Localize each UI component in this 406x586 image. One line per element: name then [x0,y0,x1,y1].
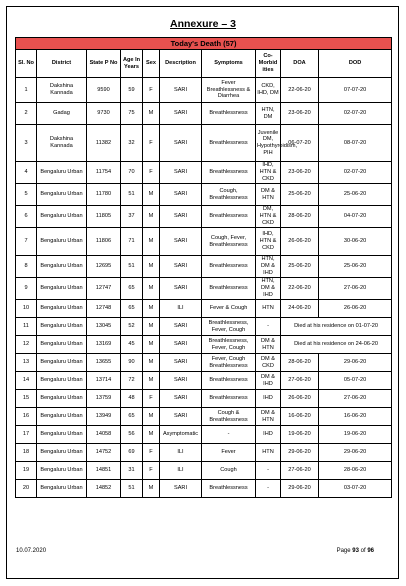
cell-district: Bengaluru Urban [37,278,87,300]
cell-doa: 28-06-20 [281,354,319,372]
cell-age: 37 [121,206,143,228]
table-row [16,444,392,462]
table-row [16,462,392,480]
cell-district: Bengaluru Urban [37,256,87,278]
cell-description: SARI [160,480,202,498]
cell-description: ILI [160,444,202,462]
cell-description: SARI [160,318,202,336]
cell-doa: 22-06-20 [281,78,319,103]
cell-description: SARI [160,103,202,125]
cell-comorbidities: DM & HTN [256,184,281,206]
cell-district: Bengaluru Urban [37,206,87,228]
cell-sex: M [143,300,160,318]
cell-sl: 20 [16,480,37,498]
cell-sex: M [143,206,160,228]
table-banner-row [16,38,392,50]
table-row [16,162,392,184]
cell-district: Bengaluru Urban [37,426,87,444]
cell-age: 71 [121,228,143,256]
cell-district: Bengaluru Urban [37,228,87,256]
deaths-table [15,37,392,498]
cell-state-p-no: 14752 [87,444,121,462]
table-row [16,408,392,426]
cell-age: 75 [121,103,143,125]
cell-sl: 4 [16,162,37,184]
cell-sl: 13 [16,354,37,372]
table-row [16,78,392,103]
cell-age: 31 [121,462,143,480]
cell-comorbidities: - [256,318,281,336]
cell-comorbidities: IHD, HTN & CKD [256,162,281,184]
cell-doa: 19-06-20 [281,426,319,444]
cell-doa: 16-06-20 [281,408,319,426]
table-row [16,228,392,256]
cell-dod: 29-06-20 [319,444,392,462]
cell-description: SARI [160,162,202,184]
cell-district: Bengaluru Urban [37,162,87,184]
table-row [16,184,392,206]
cell-symptoms: Breathlessness [202,390,256,408]
col-header-doa: DOA [281,50,319,78]
cell-state-p-no: 13949 [87,408,121,426]
cell-sex: M [143,228,160,256]
cell-symptoms: Breathlessness [202,256,256,278]
cell-doa: 06-07-20 [281,125,319,162]
cell-state-p-no: 14851 [87,462,121,480]
cell-sex: F [143,462,160,480]
table-banner: Today's Death (57) [16,38,392,50]
cell-symptoms: Breathlessness [202,480,256,498]
table-row [16,125,392,162]
cell-district: Bengaluru Urban [37,444,87,462]
cell-district: Gadag [37,103,87,125]
cell-district: Bengaluru Urban [37,390,87,408]
cell-state-p-no: 13655 [87,354,121,372]
table-row [16,300,392,318]
col-header-age: Age In Years [121,50,143,78]
cell-description: SARI [160,256,202,278]
cell-age: 69 [121,444,143,462]
cell-remark: Died at his residence on 01-07-20 [281,318,392,336]
cell-dod: 07-07-20 [319,78,392,103]
cell-dod: 03-07-20 [319,480,392,498]
cell-sl: 1 [16,78,37,103]
cell-doa: 24-06-20 [281,300,319,318]
cell-age: 51 [121,184,143,206]
cell-dod: 05-07-20 [319,372,392,390]
cell-dod: 26-06-20 [319,300,392,318]
cell-comorbidities: DM & HTN [256,408,281,426]
cell-dod: 30-06-20 [319,228,392,256]
cell-state-p-no: 13759 [87,390,121,408]
table-row [16,390,392,408]
cell-description: SARI [160,336,202,354]
cell-sex: M [143,336,160,354]
cell-state-p-no: 11780 [87,184,121,206]
cell-description: SARI [160,228,202,256]
cell-dod: 02-07-20 [319,162,392,184]
cell-sl: 6 [16,206,37,228]
cell-comorbidities: DM & IHD [256,372,281,390]
cell-doa: 27-06-20 [281,462,319,480]
cell-symptoms: Fever, Cough Breathlessness [202,354,256,372]
table-header-row [16,50,392,78]
cell-sl: 17 [16,426,37,444]
col-header-sex: Sex [143,50,160,78]
cell-age: 48 [121,390,143,408]
cell-age: 72 [121,372,143,390]
cell-state-p-no: 14058 [87,426,121,444]
cell-comorbidities: - [256,462,281,480]
cell-symptoms: Cough & Breathlessness [202,408,256,426]
cell-age: 51 [121,480,143,498]
cell-symptoms: Fever & Cough [202,300,256,318]
cell-dod: 04-07-20 [319,206,392,228]
cell-state-p-no: 13714 [87,372,121,390]
cell-district: Bengaluru Urban [37,354,87,372]
footer-date: 10.07.2020 [16,548,47,554]
cell-description: SARI [160,78,202,103]
table-row [16,318,392,336]
cell-age: 45 [121,336,143,354]
cell-district: Bengaluru Urban [37,336,87,354]
col-header-symptoms: Symptoms [202,50,256,78]
table-row [16,103,392,125]
cell-comorbidities: HTN [256,444,281,462]
cell-symptoms: Cough, Fever, Breathlessness [202,228,256,256]
cell-sl: 10 [16,300,37,318]
cell-state-p-no: 13045 [87,318,121,336]
cell-symptoms: Breathlessness [202,103,256,125]
cell-comorbidities: IHD [256,390,281,408]
cell-sex: F [143,125,160,162]
cell-comorbidities: HTN, DM & IHD [256,278,281,300]
cell-sl: 5 [16,184,37,206]
cell-comorbidities: HTN, DM & IHD [256,256,281,278]
cell-description: Asymptomatic [160,426,202,444]
cell-state-p-no: 11382 [87,125,121,162]
cell-sl: 8 [16,256,37,278]
cell-description: SARI [160,278,202,300]
cell-sl: 3 [16,125,37,162]
page-heading: Annexure – 3 [170,18,236,30]
cell-sex: M [143,184,160,206]
cell-age: 65 [121,408,143,426]
cell-sex: M [143,256,160,278]
cell-dod: 28-06-20 [319,462,392,480]
cell-sex: F [143,390,160,408]
cell-doa: 26-06-20 [281,228,319,256]
cell-state-p-no: 11754 [87,162,121,184]
cell-doa: 22-06-20 [281,278,319,300]
cell-symptoms: Fever [202,444,256,462]
cell-dod: 02-07-20 [319,103,392,125]
cell-district: Bengaluru Urban [37,480,87,498]
cell-doa: 25-06-20 [281,184,319,206]
cell-sl: 14 [16,372,37,390]
table-row [16,426,392,444]
cell-symptoms: Breathlessness [202,372,256,390]
cell-sl: 9 [16,278,37,300]
cell-state-p-no: 9590 [87,78,121,103]
cell-comorbidities: CKD, IHD, DM [256,78,281,103]
cell-dod: 29-06-20 [319,354,392,372]
cell-state-p-no: 12748 [87,300,121,318]
cell-symptoms: Breathlessness [202,125,256,162]
table-row [16,480,392,498]
cell-age: 70 [121,162,143,184]
footer-page-number: Page 93 of 96 [336,548,374,554]
table-row [16,206,392,228]
cell-district: Bengaluru Urban [37,462,87,480]
cell-district: Bengaluru Urban [37,184,87,206]
cell-symptoms: Breathlessness, Fever, Cough [202,318,256,336]
cell-dod: 27-06-20 [319,390,392,408]
col-header-dod: DOD [319,50,392,78]
cell-state-p-no: 11806 [87,228,121,256]
cell-sex: M [143,408,160,426]
col-header-description: Description [160,50,202,78]
cell-sl: 12 [16,336,37,354]
cell-comorbidities: DM, HTN & CKD [256,206,281,228]
cell-state-p-no: 11805 [87,206,121,228]
cell-age: 51 [121,256,143,278]
table-row [16,354,392,372]
cell-doa: 23-06-20 [281,162,319,184]
cell-sl: 11 [16,318,37,336]
cell-dod: 16-06-20 [319,408,392,426]
cell-description: SARI [160,372,202,390]
col-header-sl: Sl. No [16,50,37,78]
cell-sex: M [143,318,160,336]
cell-description: SARI [160,390,202,408]
col-header-district: District [37,50,87,78]
cell-sex: M [143,372,160,390]
cell-symptoms: Breathlessness, Fever, Cough [202,336,256,354]
cell-comorbidities: IHD, HTN & CKD [256,228,281,256]
cell-doa: 29-06-20 [281,480,319,498]
cell-sl: 16 [16,408,37,426]
cell-remark: Died at his residence on 24-06-20 [281,336,392,354]
cell-symptoms: Cough, Breathlessness [202,184,256,206]
cell-district: Dakshina Kannada [37,125,87,162]
cell-dod: 25-06-20 [319,256,392,278]
table-row [16,372,392,390]
cell-symptoms: Cough [202,462,256,480]
cell-state-p-no: 12695 [87,256,121,278]
cell-sex: M [143,103,160,125]
cell-comorbidities: DM & CKD [256,354,281,372]
cell-comorbidities: HTN [256,300,281,318]
cell-state-p-no: 12747 [87,278,121,300]
cell-dod: 19-06-20 [319,426,392,444]
table-row [16,278,392,300]
cell-description: SARI [160,354,202,372]
cell-symptoms: - [202,426,256,444]
cell-comorbidities: HTN, DM [256,103,281,125]
cell-district: Bengaluru Urban [37,372,87,390]
cell-description: ILI [160,300,202,318]
col-header-comorbidities: Co-Morbid ities [256,50,281,78]
cell-symptoms: Fever Breathlessness & Diarrhea [202,78,256,103]
cell-dod: 27-06-20 [319,278,392,300]
cell-comorbidities: - [256,480,281,498]
cell-sex: M [143,354,160,372]
cell-sl: 15 [16,390,37,408]
cell-state-p-no: 14852 [87,480,121,498]
cell-sex: F [143,78,160,103]
cell-description: SARI [160,408,202,426]
cell-comorbidities: DM & HTN [256,336,281,354]
cell-age: 56 [121,426,143,444]
table-row [16,256,392,278]
cell-doa: 28-06-20 [281,206,319,228]
cell-sex: M [143,426,160,444]
cell-sex: F [143,444,160,462]
cell-age: 65 [121,278,143,300]
cell-age: 90 [121,354,143,372]
cell-description: SARI [160,206,202,228]
cell-sex: M [143,278,160,300]
cell-description: SARI [160,125,202,162]
cell-doa: 29-06-20 [281,444,319,462]
cell-sex: M [143,480,160,498]
cell-district: Dakshina Kannada [37,78,87,103]
cell-district: Bengaluru Urban [37,408,87,426]
cell-comorbidities: Juvenile DM, Hypothyroidism, PIH [256,125,281,162]
cell-doa: 27-06-20 [281,372,319,390]
cell-age: 32 [121,125,143,162]
cell-age: 59 [121,78,143,103]
cell-sex: F [143,162,160,184]
table-row [16,336,392,354]
cell-sl: 2 [16,103,37,125]
cell-district: Bengaluru Urban [37,318,87,336]
cell-comorbidities: IHD [256,426,281,444]
cell-age: 65 [121,300,143,318]
cell-dod: 25-06-20 [319,184,392,206]
cell-sl: 19 [16,462,37,480]
cell-description: ILI [160,462,202,480]
cell-age: 52 [121,318,143,336]
cell-description: SARI [160,184,202,206]
cell-doa: 23-06-20 [281,103,319,125]
cell-state-p-no: 13169 [87,336,121,354]
cell-sl: 18 [16,444,37,462]
cell-dod: 08-07-20 [319,125,392,162]
cell-doa: 25-06-20 [281,256,319,278]
cell-symptoms: Breathlessness [202,162,256,184]
cell-district: Bengaluru Urban [37,300,87,318]
cell-symptoms: Breathlessness [202,278,256,300]
cell-doa: 26-06-20 [281,390,319,408]
cell-symptoms: Breathlessness [202,206,256,228]
cell-state-p-no: 9730 [87,103,121,125]
cell-sl: 7 [16,228,37,256]
col-header-state-p-no: State P No [87,50,121,78]
